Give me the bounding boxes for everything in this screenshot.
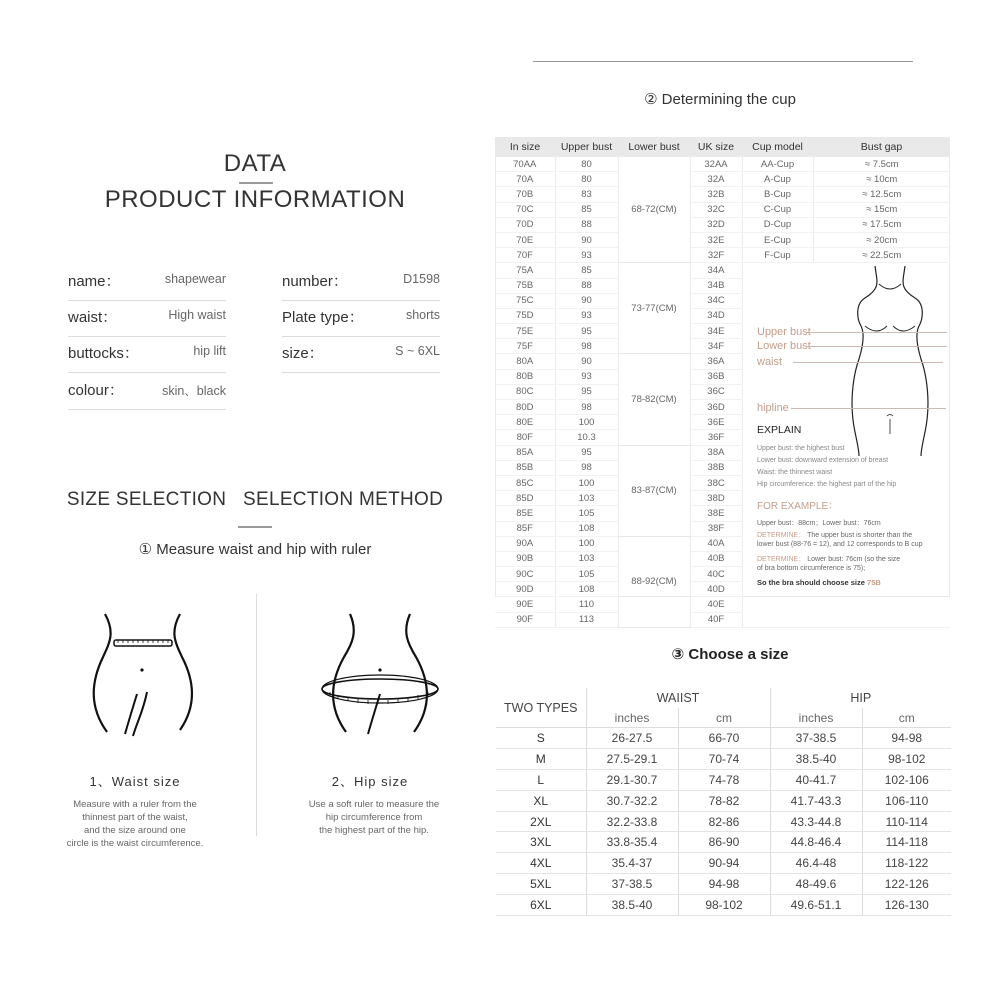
upper-bust-cell: 100 xyxy=(555,415,618,430)
size-label-cell: L xyxy=(496,769,586,790)
size-value-cell: 46.4-48 xyxy=(770,853,862,874)
in-size-cell: 75F xyxy=(495,339,555,354)
size-table-row xyxy=(496,728,951,749)
uk-size-cell: 36D xyxy=(690,400,742,415)
types-header: TWO TYPES xyxy=(496,688,586,728)
conclusion-size: 75B xyxy=(867,578,881,587)
size-value-cell: 32.2-33.8 xyxy=(586,811,678,832)
in-size-cell: 85B xyxy=(495,460,555,475)
uk-size-cell: 32C xyxy=(690,202,742,217)
upper-bust-cell: 90 xyxy=(555,354,618,369)
explain-line: Upper bust: the highest bust xyxy=(757,445,845,452)
size-value-cell: 35.4-37 xyxy=(586,853,678,874)
field-value: shorts xyxy=(405,308,440,322)
size-value-cell: 102-106 xyxy=(862,769,951,790)
field-waist xyxy=(68,306,226,330)
field-label: size： xyxy=(282,345,324,362)
section-title-data: DATA xyxy=(223,150,287,177)
size-label-cell: 5XL xyxy=(496,874,586,895)
upper-bust-cell: 98 xyxy=(555,460,618,475)
upper-bust-cell: 85 xyxy=(555,202,618,217)
example-line xyxy=(757,554,900,564)
uk-size-cell: 36C xyxy=(690,384,742,399)
desc-line: and the size around one xyxy=(84,825,186,836)
upper-bust-cell: 80 xyxy=(555,157,618,172)
upper-bust-cell: 110 xyxy=(555,597,618,612)
size-value-cell: 86-90 xyxy=(678,832,770,853)
in-size-cell: 70C xyxy=(495,202,555,217)
hipline-guide xyxy=(791,408,946,409)
field-label: colour： xyxy=(68,382,124,399)
upper-bust-cell: 93 xyxy=(555,248,618,263)
in-size-cell: 85D xyxy=(495,491,555,506)
size-table-row xyxy=(496,811,951,832)
size-value-cell: 38.5-40 xyxy=(770,748,862,769)
body-outline-figure xyxy=(835,264,945,456)
size-value-cell: 48-49.6 xyxy=(770,874,862,895)
section-title-product-information: PRODUCT INFORMATION xyxy=(104,186,406,213)
cup-table-row xyxy=(495,202,950,217)
in-size-cell: 70AA xyxy=(495,157,555,172)
size-table xyxy=(496,688,951,916)
bust-gap-cell: ≈ 10cm xyxy=(813,172,950,187)
field-value: hip lift xyxy=(193,344,226,358)
cup-model-cell: A-Cup xyxy=(742,172,813,187)
hip-size-caption: 2、Hip size xyxy=(331,774,409,789)
in-size-cell: 90B xyxy=(495,551,555,566)
cup-model-cell: AA-Cup xyxy=(742,157,813,172)
field-divider xyxy=(282,300,440,301)
size-value-cell: 74-78 xyxy=(678,769,770,790)
size-value-cell: 98-102 xyxy=(678,895,770,916)
explain-line: Lower bust: downward extension of breast xyxy=(757,457,889,464)
in-size-cell: 85F xyxy=(495,521,555,536)
cup-table-row xyxy=(495,187,950,202)
upper-bust-cell: 10.3 xyxy=(555,430,618,445)
in-size-cell: 90C xyxy=(495,567,555,582)
example-line: of bra bottom circumference is 75); xyxy=(757,565,866,572)
example-text: Lower bust: 76cm (so the size xyxy=(807,556,901,563)
example-title: FOR EXAMPLE： xyxy=(757,501,839,512)
size-value-cell: 43.3-44.8 xyxy=(770,811,862,832)
conclusion-text: So the bra should choose size xyxy=(757,578,865,587)
upper-bust-cell: 98 xyxy=(555,400,618,415)
top-divider xyxy=(533,61,913,62)
uk-size-cell: 34D xyxy=(690,308,742,323)
waist-guide xyxy=(793,362,943,363)
uk-size-cell: 40D xyxy=(690,582,742,597)
label-lower-bust: Lower bust xyxy=(757,340,811,352)
field-name xyxy=(68,270,226,294)
unit-header: cm xyxy=(678,708,770,728)
desc-line: thinnest part of the waist, xyxy=(82,812,188,823)
cup-table-row xyxy=(495,157,950,172)
in-size-cell: 70D xyxy=(495,217,555,232)
field-label: waist： xyxy=(68,309,118,326)
uk-size-cell: 32A xyxy=(690,172,742,187)
size-value-cell: 40-41.7 xyxy=(770,769,862,790)
size-value-cell: 110-114 xyxy=(862,811,951,832)
in-size-cell: 80B xyxy=(495,369,555,384)
upper-bust-cell: 100 xyxy=(555,536,618,551)
field-value: D1598 xyxy=(403,272,440,286)
uk-size-cell: 34C xyxy=(690,293,742,308)
field-divider xyxy=(68,336,226,337)
in-size-cell: 80F xyxy=(495,430,555,445)
size-label-cell: 2XL xyxy=(496,811,586,832)
example-line: lower bust (88-76 = 12), and 12 corresponds to B cup xyxy=(757,541,923,548)
upper-bust-cell: 103 xyxy=(555,491,618,506)
upper-bust-cell: 93 xyxy=(555,308,618,323)
uk-size-cell: 34A xyxy=(690,263,742,278)
desc-line: circle is the waist circumference. xyxy=(66,838,204,849)
in-size-cell: 85A xyxy=(495,445,555,460)
unit-header: inches xyxy=(586,708,678,728)
upper-bust-cell: 108 xyxy=(555,521,618,536)
hip-measure-figure xyxy=(318,612,443,737)
in-size-cell: 90E xyxy=(495,597,555,612)
upper-bust-cell: 113 xyxy=(555,612,618,627)
size-table-row xyxy=(496,874,951,895)
hip-size-description xyxy=(289,798,459,837)
in-size-cell: 85C xyxy=(495,475,555,490)
cup-model-cell: E-Cup xyxy=(742,232,813,247)
uk-size-cell: 34B xyxy=(690,278,742,293)
conclusion-line xyxy=(757,578,881,587)
in-size-cell: 80C xyxy=(495,384,555,399)
size-value-cell: 37-38.5 xyxy=(770,728,862,749)
uk-size-cell: 40C xyxy=(690,567,742,582)
upper-bust-cell: 90 xyxy=(555,293,618,308)
determine-label: DETERMINE： xyxy=(757,532,806,539)
field-buttocks xyxy=(68,342,226,366)
column-header: Upper bust xyxy=(555,137,618,157)
upper-bust-cell: 93 xyxy=(555,369,618,384)
cup-model-cell: B-Cup xyxy=(742,187,813,202)
size-value-cell: 94-98 xyxy=(862,728,951,749)
explain-line: Waist: the thinnest waist xyxy=(757,469,833,476)
field-divider xyxy=(68,300,226,301)
upper-bust-cell: 83 xyxy=(555,187,618,202)
uk-size-cell: 38E xyxy=(690,506,742,521)
size-value-cell: 78-82 xyxy=(678,790,770,811)
in-size-cell: 90F xyxy=(495,612,555,627)
lower-bust-cell: 73-77(CM) xyxy=(618,263,690,354)
size-value-cell: 122-126 xyxy=(862,874,951,895)
waist-header: WAIIST xyxy=(586,688,770,708)
waist-size-description xyxy=(50,798,220,850)
size-value-cell: 33.8-35.4 xyxy=(586,832,678,853)
determine-label: DETERMINE： xyxy=(757,556,806,563)
size-label-cell: 6XL xyxy=(496,895,586,916)
uk-size-cell: 40A xyxy=(690,536,742,551)
cup-table-row xyxy=(495,232,950,247)
size-label-cell: 3XL xyxy=(496,832,586,853)
example-text: The upper bust is shorter than the xyxy=(807,532,913,539)
size-label-cell: XL xyxy=(496,790,586,811)
upper-bust-cell: 85 xyxy=(555,263,618,278)
bust-gap-cell: ≈ 22.5cm xyxy=(813,248,950,263)
column-header: Lower bust xyxy=(618,137,690,157)
bust-gap-cell: ≈ 7.5cm xyxy=(813,157,950,172)
size-table-group-header xyxy=(496,688,951,708)
explain-panel xyxy=(743,256,950,596)
size-table-row xyxy=(496,895,951,916)
cup-table-header xyxy=(495,137,950,157)
in-size-cell: 70B xyxy=(495,187,555,202)
upper-bust-cell: 95 xyxy=(555,324,618,339)
field-number xyxy=(282,270,440,294)
size-table-row xyxy=(496,748,951,769)
cup-model-cell: C-Cup xyxy=(742,202,813,217)
desc-line: Measure with a ruler from the xyxy=(73,799,197,810)
upper-bust-cell: 88 xyxy=(555,278,618,293)
uk-size-cell: 32F xyxy=(690,248,742,263)
size-label-cell: 4XL xyxy=(496,853,586,874)
uk-size-cell: 36E xyxy=(690,415,742,430)
uk-size-cell: 32D xyxy=(690,217,742,232)
uk-size-cell: 38D xyxy=(690,491,742,506)
size-value-cell: 38.5-40 xyxy=(586,895,678,916)
upper-bust-cell: 95 xyxy=(555,445,618,460)
field-value: skin、black xyxy=(162,384,226,398)
upper-bust-cell: 88 xyxy=(555,217,618,232)
field-value: High waist xyxy=(168,308,226,322)
upper-bust-cell: 95 xyxy=(555,384,618,399)
uk-size-cell: 32B xyxy=(690,187,742,202)
explain-line: Hip circumference: the highest part of the hip xyxy=(757,481,897,488)
lower-bust-cell: 88-92(CM) xyxy=(618,536,690,627)
bust-gap-cell: ≈ 15cm xyxy=(813,202,950,217)
field-value: S ~ 6XL xyxy=(395,344,440,358)
in-size-cell: 70E xyxy=(495,232,555,247)
example-line: Upper bust：88cm；Lower bust：76cm xyxy=(757,520,881,527)
uk-size-cell: 34F xyxy=(690,339,742,354)
in-size-cell: 85E xyxy=(495,506,555,521)
field-divider xyxy=(282,372,440,373)
field-divider xyxy=(68,409,226,410)
uk-size-cell: 40F xyxy=(690,612,742,627)
in-size-cell: 90D xyxy=(495,582,555,597)
size-value-cell: 90-94 xyxy=(678,853,770,874)
upper-bust-cell: 90 xyxy=(555,232,618,247)
upper-bust-cell: 108 xyxy=(555,582,618,597)
in-size-cell: 75D xyxy=(495,308,555,323)
size-table-row xyxy=(496,790,951,811)
size-value-cell: 66-70 xyxy=(678,728,770,749)
upper-bust-guide xyxy=(807,332,947,333)
size-table-row xyxy=(496,769,951,790)
desc-line: hip circumference from xyxy=(325,812,423,823)
upper-bust-cell: 100 xyxy=(555,475,618,490)
uk-size-cell: 32E xyxy=(690,232,742,247)
uk-size-cell: 38C xyxy=(690,475,742,490)
size-value-cell: 27.5-29.1 xyxy=(586,748,678,769)
uk-size-cell: 36B xyxy=(690,369,742,384)
heading-underline xyxy=(238,526,272,528)
size-value-cell: 126-130 xyxy=(862,895,951,916)
field-label: number： xyxy=(282,273,348,290)
size-value-cell: 82-86 xyxy=(678,811,770,832)
uk-size-cell: 32AA xyxy=(690,157,742,172)
size-label-cell: M xyxy=(496,748,586,769)
in-size-cell: 75A xyxy=(495,263,555,278)
desc-line: the highest part of the hip. xyxy=(319,825,429,836)
explain-title: EXPLAIN xyxy=(757,424,802,436)
field-plate-type xyxy=(282,306,440,330)
lower-bust-cell: 83-87(CM) xyxy=(618,445,690,536)
cup-table-row xyxy=(495,217,950,232)
size-value-cell: 30.7-32.2 xyxy=(586,790,678,811)
size-value-cell: 26-27.5 xyxy=(586,728,678,749)
upper-bust-cell: 103 xyxy=(555,551,618,566)
cup-section-heading: ② Determining the cup xyxy=(644,91,796,108)
field-divider xyxy=(68,372,226,373)
in-size-cell: 70F xyxy=(495,248,555,263)
uk-size-cell: 38B xyxy=(690,460,742,475)
label-upper-bust: Upper bust xyxy=(757,326,811,338)
size-value-cell: 118-122 xyxy=(862,853,951,874)
field-label: buttocks： xyxy=(68,345,139,362)
uk-size-cell: 36F xyxy=(690,430,742,445)
field-label: name： xyxy=(68,273,121,290)
in-size-cell: 80A xyxy=(495,354,555,369)
unit-header: inches xyxy=(770,708,862,728)
title-underline xyxy=(239,182,273,184)
uk-size-cell: 38A xyxy=(690,445,742,460)
upper-bust-cell: 105 xyxy=(555,567,618,582)
in-size-cell: 75C xyxy=(495,293,555,308)
bust-gap-cell: ≈ 17.5cm xyxy=(813,217,950,232)
size-value-cell: 49.6-51.1 xyxy=(770,895,862,916)
uk-size-cell: 40B xyxy=(690,551,742,566)
field-value: shapewear xyxy=(164,272,226,286)
in-size-cell: 75B xyxy=(495,278,555,293)
upper-bust-cell: 105 xyxy=(555,506,618,521)
size-value-cell: 94-98 xyxy=(678,874,770,895)
waist-size-caption: 1、Waist size xyxy=(89,774,181,789)
field-size xyxy=(282,342,440,366)
lower-bust-cell: 78-82(CM) xyxy=(618,354,690,445)
field-label: Plate type： xyxy=(282,309,364,326)
bust-gap-cell: ≈ 12.5cm xyxy=(813,187,950,202)
uk-size-cell: 36A xyxy=(690,354,742,369)
uk-size-cell: 34E xyxy=(690,324,742,339)
column-header: Cup model xyxy=(742,137,813,157)
in-size-cell: 75E xyxy=(495,324,555,339)
size-value-cell: 98-102 xyxy=(862,748,951,769)
desc-line: Use a soft ruler to measure the xyxy=(308,799,440,810)
uk-size-cell: 40E xyxy=(690,597,742,612)
column-header: Bust gap xyxy=(813,137,950,157)
size-value-cell: 41.7-43.3 xyxy=(770,790,862,811)
cup-table-row xyxy=(495,172,950,187)
size-value-cell: 44.8-46.4 xyxy=(770,832,862,853)
uk-size-cell: 38F xyxy=(690,521,742,536)
choose-size-heading: ③ Choose a size xyxy=(671,646,789,663)
cup-model-cell: F-Cup xyxy=(742,248,813,263)
example-line xyxy=(757,530,912,540)
measure-step-heading: ① Measure waist and hip with ruler xyxy=(138,541,372,558)
in-size-cell: 80E xyxy=(495,415,555,430)
in-size-cell: 70A xyxy=(495,172,555,187)
size-value-cell: 114-118 xyxy=(862,832,951,853)
vertical-divider xyxy=(256,594,257,836)
column-header: UK size xyxy=(690,137,742,157)
in-size-cell: 80D xyxy=(495,400,555,415)
in-size-cell: 90A xyxy=(495,536,555,551)
size-value-cell: 106-110 xyxy=(862,790,951,811)
field-colour xyxy=(68,379,226,403)
size-value-cell: 37-38.5 xyxy=(586,874,678,895)
unit-header: cm xyxy=(862,708,951,728)
size-label-cell: S xyxy=(496,728,586,749)
size-table-row xyxy=(496,853,951,874)
upper-bust-cell: 80 xyxy=(555,172,618,187)
size-value-cell: 29.1-30.7 xyxy=(586,769,678,790)
lower-bust-guide xyxy=(807,346,947,347)
label-hipline: hipline xyxy=(757,402,789,414)
hip-header: HIP xyxy=(770,688,951,708)
lower-bust-cell: 68-72(CM) xyxy=(618,157,690,263)
field-divider xyxy=(282,336,440,337)
upper-bust-cell: 98 xyxy=(555,339,618,354)
column-header: In size xyxy=(495,137,555,157)
bust-gap-cell: ≈ 20cm xyxy=(813,232,950,247)
size-selection-heading: SIZE SELECTION SELECTION METHOD xyxy=(66,489,444,510)
label-waist: waist xyxy=(757,356,783,368)
cup-model-cell: D-Cup xyxy=(742,217,813,232)
waist-measure-figure xyxy=(85,612,200,737)
size-value-cell: 70-74 xyxy=(678,748,770,769)
size-table-row xyxy=(496,832,951,853)
